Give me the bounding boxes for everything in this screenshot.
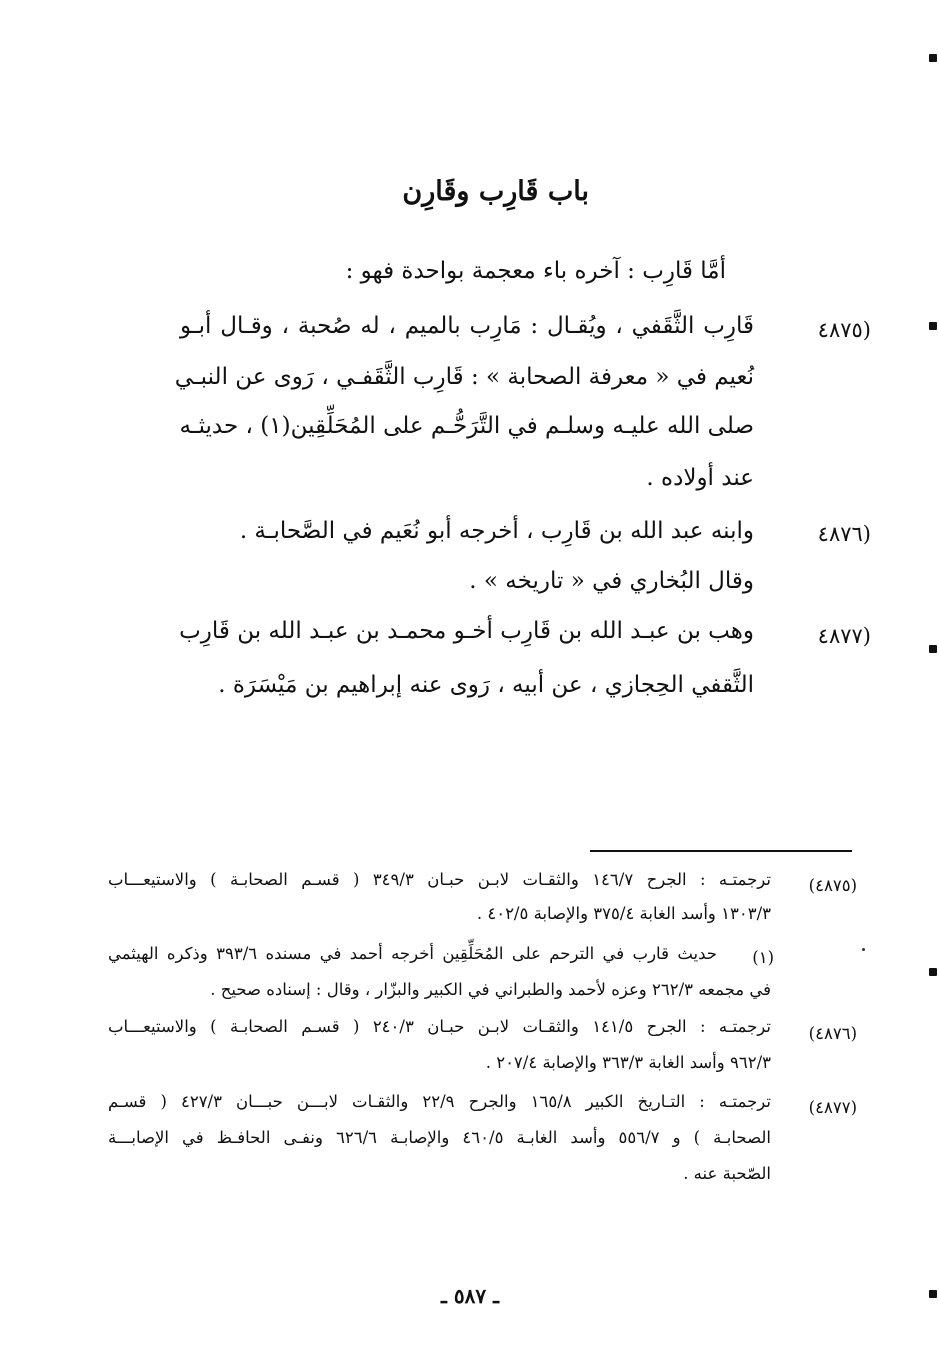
footnote-label: (٤٨٧٧) (808, 1098, 857, 1117)
entry-line: صلى الله عليـه وسلـم في التَّرَحُّـم على المُحَلِّقِين(١) ، حديثـه (179, 413, 754, 439)
entry-line: قَارِب الثَّقَفي ، ويُقـال : مَارِب بالميم ، له صُحبة ، وقـال أبـو (180, 313, 754, 339)
footnote-line: الصّحبة عنه . (683, 1164, 771, 1183)
entry-line: وابنه عبد الله بن قَارِب ، أخرجه أبو نُعَيم في الصَّحابـة . (239, 518, 754, 544)
page-number: ـ ٥٨٧ ـ (441, 1284, 499, 1308)
margin-mark (929, 1290, 937, 1298)
footnote-line: ٩٦٢/٣ وأسد الغابة ٣٦٣/٣ والإصابة ٢٠٧/٤ . (485, 1053, 771, 1072)
footnote-label: (٤٨٧٦) (808, 1024, 857, 1043)
entry-line: نُعيم في « معرفة الصحابة » : قَارِب الثَّقَفـي ، رَوى عن النبـي (174, 364, 754, 390)
footnote-line: حديث قارب في الترحم على المُحَلِّقِين أخرجه أحمد في مسنده ٣٩٣/٦ وذكره الهيثمي (108, 944, 717, 963)
entry-line: وهب بن عبـد الله بن قَارِب أخـو محمـد بن عبـد الله بن قَارِب (179, 618, 754, 644)
entry-number: (٤٨٧٦ (817, 522, 871, 546)
footnote-label: (٤٨٧٥) (808, 876, 857, 895)
margin-mark (929, 645, 937, 653)
footnote-separator (590, 850, 852, 852)
footnote-line: ترجمتـه : الجرح ١٤١/٥ والثقـات لابـن حبـان ٢٤٠/٣ ( قسـم الصحابـة ) والاستيعـــاب (108, 1017, 771, 1036)
entry-number: (٤٨٧٥ (817, 318, 871, 342)
entry-number: (٤٨٧٧ (817, 624, 871, 648)
footnote-line: ترجمتـه : الجرح ١٤٦/٧ والثقـات لابـن حبـان ٣٤٩/٣ ( قسـم الصحابـة ) والاستيعـــاب (108, 870, 771, 889)
footnote-line: ١٣٠٣/٣ وأسد الغابة ٣٧٥/٤ والإصابة ٤٠٢/٥ . (476, 904, 771, 923)
entry-line: عند أولاده . (646, 465, 754, 491)
margin-mark (929, 968, 937, 976)
margin-mark (929, 54, 937, 62)
footnote-line: في مجمعه ٢٦٢/٣ وعزه لأحمد والطبراني في الكبير والبزّار ، وقال : إسناده صحيح . (210, 980, 771, 999)
intro-line: أمَّا قَارِب : آخره باء معجمة بواحدة فهو : (345, 258, 726, 284)
speck (862, 948, 865, 951)
entry-line: وقال البُخاري في « تاريخه » . (469, 568, 754, 594)
margin-mark (929, 322, 937, 330)
footnote-line: ترجمتـه : التـاريخ الكبير ١٦٥/٨ والجرح ٢٢/٩ والثقـات لابـــن حبـــان ٤٢٧/٣ ( قسـم (108, 1092, 771, 1111)
footnote-line: الصحابـة ) و ٥٥٦/٧ وأسد الغابـة ٤٦٠/٥ والإصابـة ٦٢٦/٦ ونفـى الحافـظ في الإصابـــة (108, 1128, 771, 1147)
page-title: باب قَارِب وقَارِن (402, 176, 589, 207)
entry-line: الثَّقفي الحِجازي ، عن أبيه ، رَوى عنه إبراهيم بن مَيْسَرَة . (218, 672, 754, 698)
footnote-label: (١) (752, 948, 774, 967)
